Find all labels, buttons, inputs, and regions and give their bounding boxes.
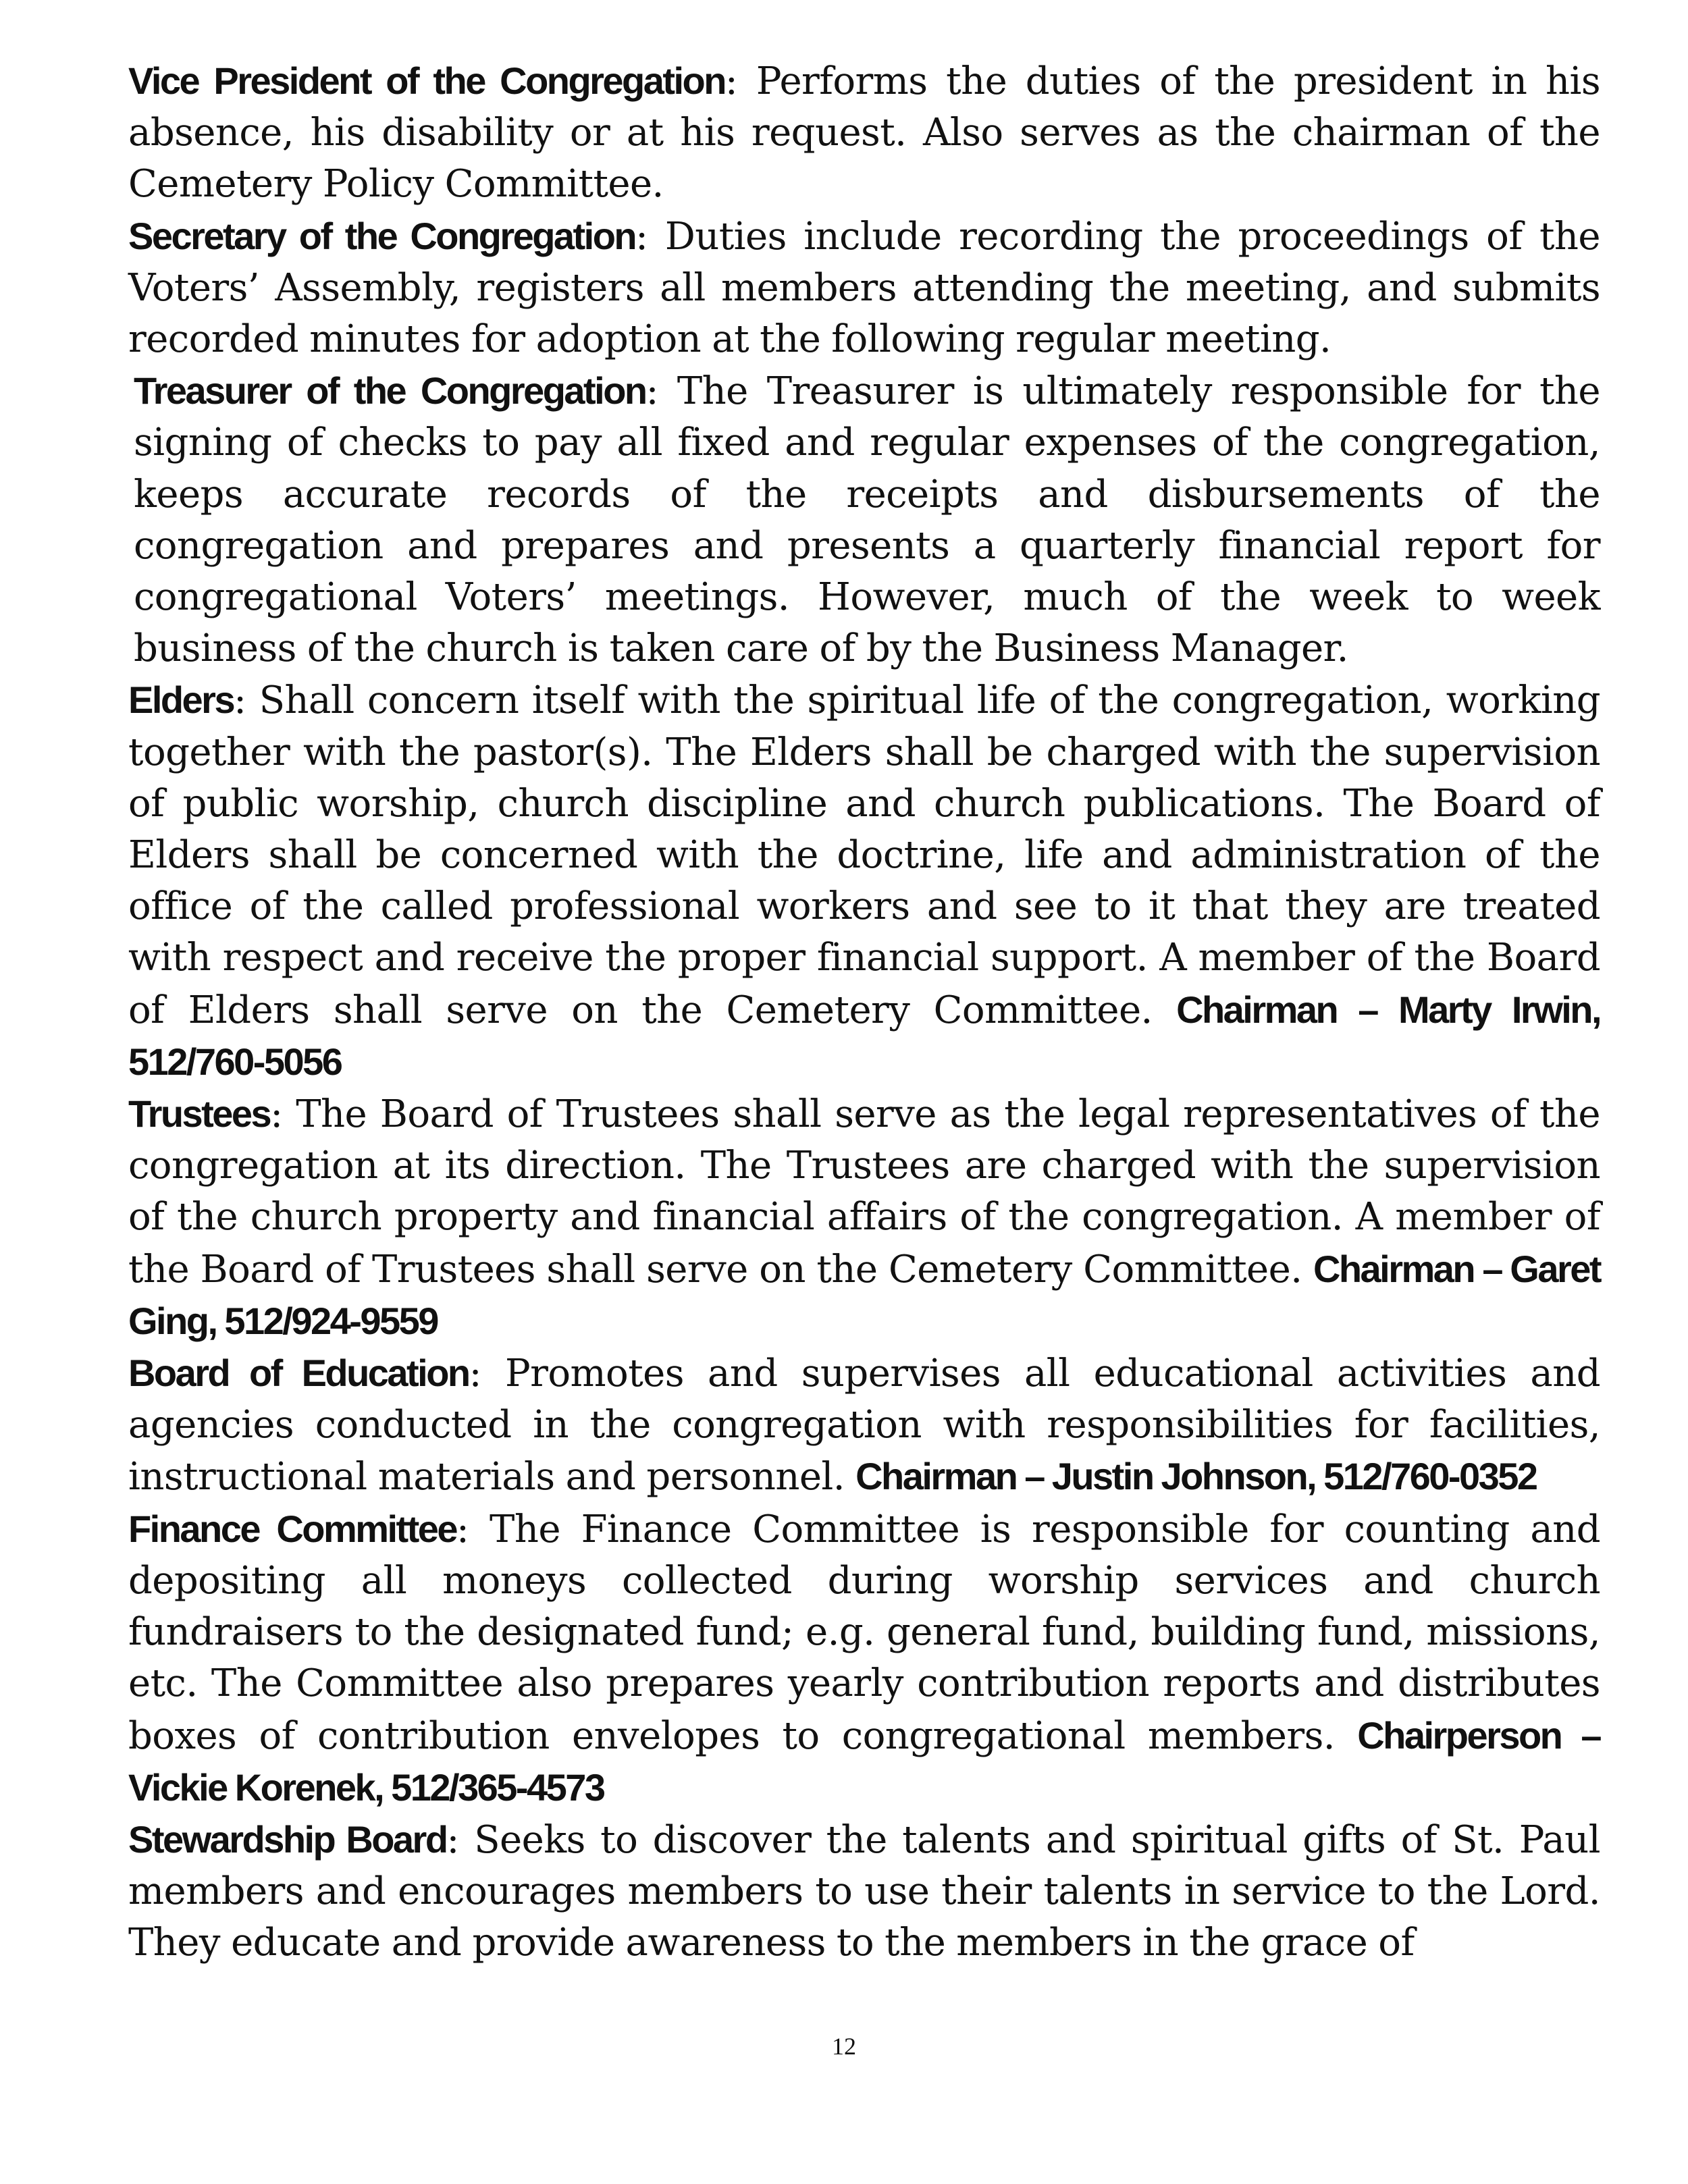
entry-chair: Chairperson – Vickie Korenek, 512/365-4573 (128, 1713, 1600, 1809)
entry-separator: : (724, 59, 738, 103)
entry-title: Treasurer of the Congregation (134, 369, 646, 412)
entry-elders (128, 674, 1600, 1088)
entry-separator: : (456, 1507, 469, 1551)
entry-body: The Board of Trustees shall serve as the legal representatives of the congregation at its direction. The Trustees are charged with the supervision of the church property and financial affairs of the congregation. A member of the Board of Trustees shall serve on the Cemetery Committee. (128, 1092, 1600, 1291)
entry-finance-committee (128, 1503, 1600, 1814)
entry-title: Elders (128, 678, 234, 722)
entry-body: Duties include recording the proceedings of the Voters’ Assembly, registers all members attending the meeting, and submits recorded minutes for adoption at the following regular meeting. (128, 214, 1600, 362)
entry-chair: Chairman – Marty Irwin, 512/760-5056 (128, 988, 1600, 1083)
entry-body: Promotes and supervises all educational activities and agencies conducted in the congregation with responsibilities for facilities, instructional materials and personnel. (128, 1352, 1600, 1499)
entry-vice-president (128, 55, 1600, 211)
entry-title: Stewardship Board (128, 1817, 447, 1861)
entry-chair: Chairman – Justin Johnson, 512/760-0352 (855, 1455, 1537, 1498)
entry-separator: : (270, 1092, 283, 1137)
entry-body: Seeks to discover the talents and spiritual gifts of St. Paul members and encourages members to use their talents in service to the Lord. They educate and provide awareness to the members in the grace of (128, 1817, 1600, 1965)
entry-separator: : (234, 678, 246, 723)
entry-separator: : (469, 1352, 481, 1396)
entry-board-of-education (128, 1348, 1600, 1503)
entry-title: Board of Education (128, 1352, 469, 1395)
entry-chair: Chairman – Garet Ging, 512/924-9559 (128, 1247, 1601, 1342)
entry-body: Performs the duties of the president in his absence, his disability or at his request. Also serves as the chairman of the Cemetery Policy Committee. (128, 59, 1600, 207)
entry-secretary (128, 211, 1600, 366)
page-number: 12 (832, 2033, 856, 2060)
entry-title: Finance Committee (128, 1507, 457, 1550)
entry-body: Shall concern itself with the spiritual life of the congregation, working together with the pastor(s). The Elders shall be charged with the supervision of public worship, church discipline and church publications. The Board of Elders shall be concerned with the doctrine, life and administration of the office of the called professional workers and see to it that they are treated with respect and receive the proper financial support. A member of the Board of Elders shall serve on the Cemetery Committee. (128, 678, 1600, 1032)
page-content (128, 55, 1600, 1969)
entry-title: Vice President of the Congregation (128, 59, 725, 102)
entry-separator: : (446, 1817, 459, 1862)
entry-title: Trustees (128, 1092, 271, 1136)
entry-stewardship-board (128, 1814, 1600, 1969)
entry-separator: : (645, 369, 658, 414)
entry-body: The Treasurer is ultimately responsible for the signing of checks to pay all fixed and regular expenses of the congregation, keeps accurate records of the receipts and disbursements of the congregation and prepares and presents a quarterly financial report for congregational Voters’ meetings. However, much of the week to week business of the church is taken care of by the Business Manager. (134, 369, 1600, 671)
entry-title: Secretary of the Congregation (128, 214, 636, 257)
entry-treasurer (128, 365, 1600, 674)
entry-trustees (128, 1088, 1600, 1348)
entry-body: The Finance Committee is responsible for counting and depositing all moneys collected during worship services and church fundraisers to the designated fund; e.g. general fund, building fund, missions, etc. The Committee also prepares yearly contribution reports and distributes boxes of contribution envelopes to congregational members. (128, 1507, 1600, 1758)
entry-separator: : (635, 214, 648, 259)
